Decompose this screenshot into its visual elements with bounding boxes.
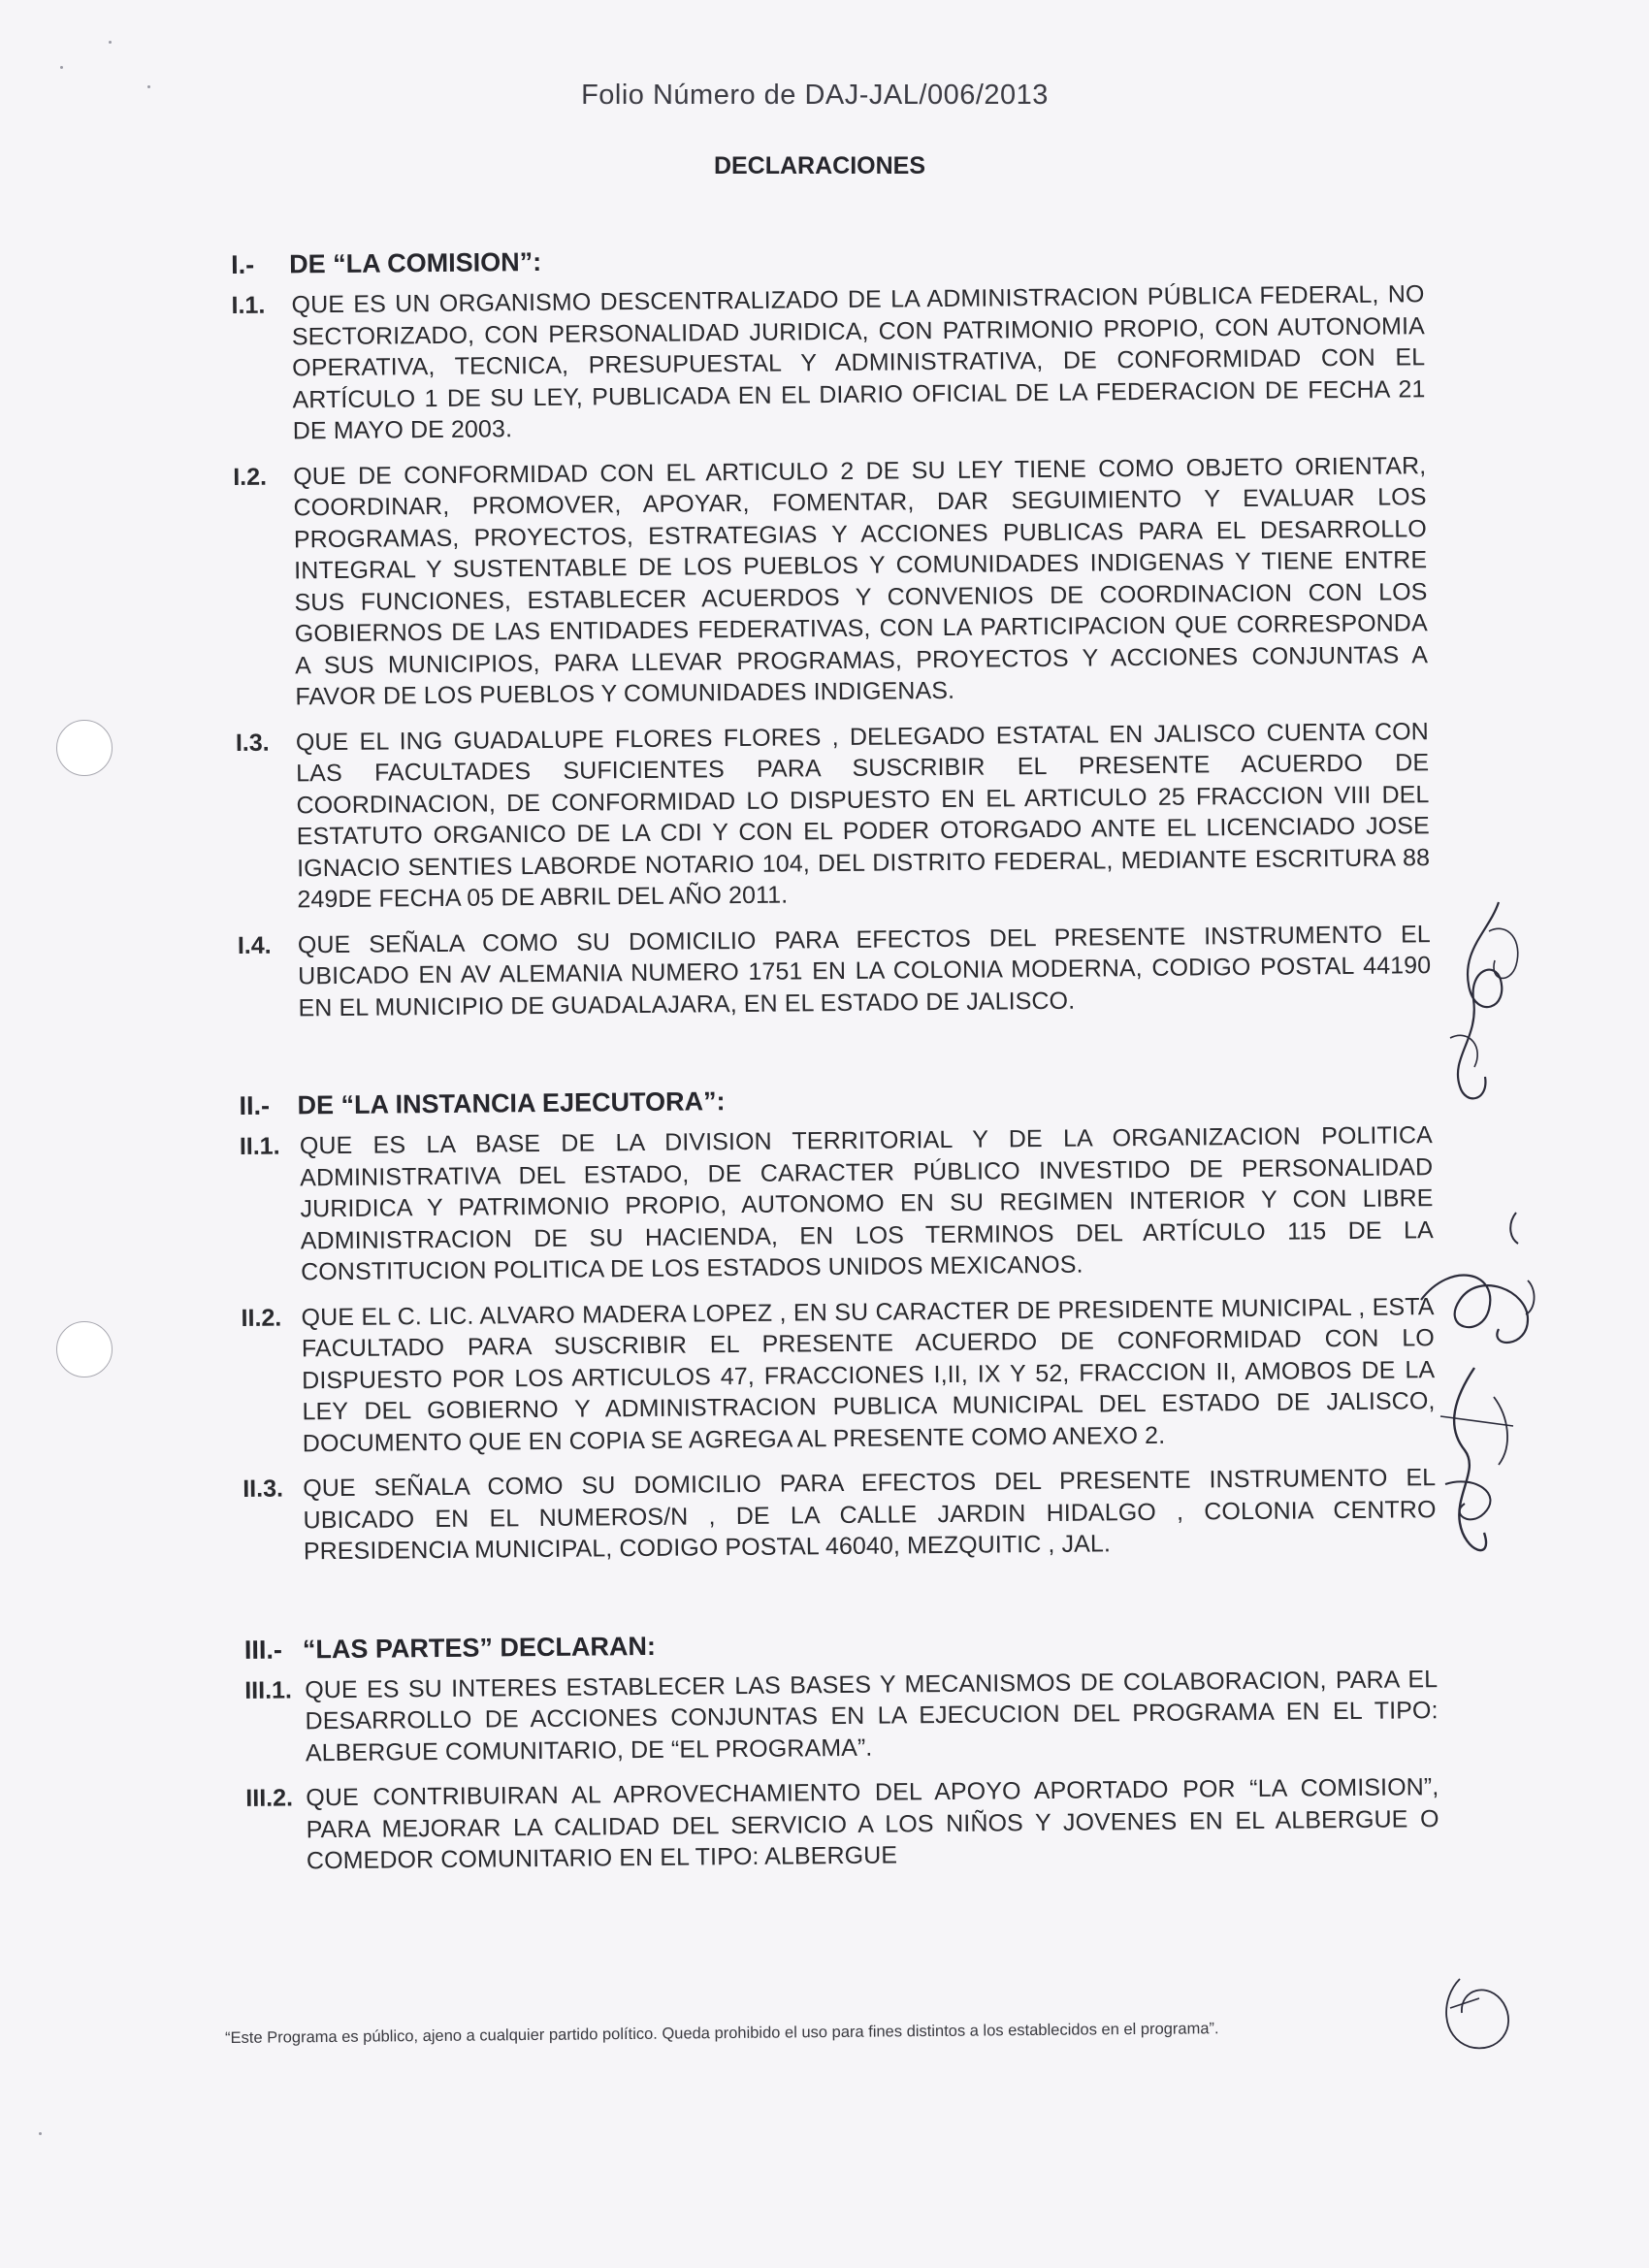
declaration-item: [231, 278, 1426, 447]
declaration-item: [244, 1664, 1439, 1769]
item-number: III.1.: [244, 1675, 293, 1704]
item-text: QUE ES UN ORGANISMO DESCENTRALIZADO DE LA ADMINISTRACION PÚBLICA FEDERAL, NO SECTORIZADO, CON PERSONALIDAD JURIDICA, CON PATRIMONIO PROPIO, CON AUTONOMIA OPERATIVA, TECNICA, PRESUPUESTAL Y ADMINISTRATIVA, DE CONFORMIDAD CON EL ARTÍCULO 1 DE SU LEY, PUBLICADA EN EL DIARIO OFICIAL DE LA FEDERACION DE FECHA 21 DE MAYO DE 2003.: [291, 280, 1426, 445]
item-number: I.3.: [235, 729, 270, 757]
section-la-comision: [231, 236, 1432, 1024]
item-number: II.1.: [239, 1132, 280, 1160]
scan-speck: [60, 66, 63, 69]
declaration-item: [245, 1771, 1439, 1877]
declarations-body: [231, 236, 1439, 1902]
item-text: QUE ES SU INTERES ESTABLECER LAS BASES Y MECANISMOS DE COLABORACION, PARA EL DESARROLLO DE ACCIONES CONJUNTAS EN LA EJECUCION DEL PROGRAMA EN EL TIPO: ALBERGUE COMUNITARIO, DE “EL PROGRAMA”.: [305, 1665, 1439, 1766]
item-text: QUE EL ING GUADALUPE FLORES FLORES , DELEGADO ESTATAL EN JALISCO CUENTA CON LAS FACULTADES SUFICIENTES PARA SUSCRIBIR EL PRESENTE ACUERDO DE COORDINACION, DE CONFORMIDAD LO DISPUESTO EN EL ARTICULO 25 FRACCION VIII DEL ESTATUTO ORGANICO DE LA CDI Y CON EL PODER OTORGADO ANTE EL LICENCIADO JOSE IGNACIO SENTIES LABORDE NOTARIO 104, DEL DISTRITO FEDERAL, MEDIANTE ESCRITURA 88 249DE FECHA 05 DE ABRIL DEL AÑO 2011.: [295, 717, 1431, 914]
signature-main: [1426, 1358, 1533, 1581]
punch-hole: [56, 720, 113, 776]
section-title: DE “LA COMISION”:: [289, 246, 542, 279]
item-text: QUE CONTRIBUIRAN AL APROVECHAMIENTO DEL APOYO APORTADO POR “LA COMISION”, PARA MEJORAR LA CALIDAD DEL SERVICIO A LOS NIÑOS Y JOVENES EN EL ALBERGUE O COMEDOR COMUNITARIO EN EL TIPO: ALBERGUE: [306, 1773, 1439, 1875]
item-text: QUE EL C. LIC. ALVARO MADERA LOPEZ , EN SU CARACTER DE PRESIDENTE MUNICIPAL , ESTA FACULTADO PARA SUSCRIBIR EL PRESENTE ACUERDO DE CONFORMIDAD CON LO DISPUESTO POR LOS ARTICULOS 47, FRACCIONES I,II, IX Y 52, FRACCION II, AMOBOS DE LA LEY DEL GOBIERNO Y ADMINISTRACION PUBLICA MUNICIPAL DEL ESTADO DE JALISCO, DOCUMENTO QUE EN COPIA SE AGREGA AL PRESENTE COMO ANEXO 2.: [301, 1292, 1436, 1457]
signature-initials-top: [1431, 892, 1537, 1145]
footer-disclaimer: “Este Programa es público, ajeno a cualquier partido político. Queda prohibido el uso para fines distintos a los establecidos en el programa”.: [225, 2020, 1219, 2047]
section-number: III.-: [243, 1635, 283, 1665]
section-instancia-ejecutora: [239, 1077, 1437, 1568]
scan-speck: [39, 2132, 42, 2135]
declaration-item: [242, 1462, 1437, 1568]
section-heading: [231, 236, 1424, 282]
item-number: I.1.: [231, 291, 266, 319]
section-title: “LAS PARTES” DECLARAN:: [302, 1631, 657, 1664]
declaration-item: [238, 919, 1432, 1024]
folio-number: Folio Número de DAJ-JAL/006/2013: [581, 80, 1049, 111]
item-text: QUE ES LA BASE DE LA DIVISION TERRITORIAL Y DE LA ORGANIZACION POLITICA ADMINISTRATIVA DEL ESTADO, DE CARACTER PÚBLICO INVESTIDO DE PERSONALIDAD JURIDICA Y PATRIMONIO PROPIO, AUTONOMO EN SU REGIMEN INTERIOR Y CON LIBRE ADMINISTRACION DE SU HACIENDA, EN LOS TERMINOS DEL ARTÍCULO 115 DE LA CONSTITUCION POLITICA DE LOS ESTADOS UNIDOS MEXICANOS.: [299, 1121, 1434, 1286]
punch-hole: [56, 1321, 113, 1377]
item-number: I.4.: [237, 931, 272, 959]
declaration-item: [233, 450, 1428, 714]
item-number: III.2.: [245, 1784, 294, 1812]
declaration-item: [236, 716, 1431, 917]
section-number: II.-: [239, 1090, 271, 1120]
scan-speck: [147, 85, 150, 88]
declaration-item: [241, 1291, 1436, 1460]
section-number: I.-: [231, 249, 255, 279]
item-text: QUE SEÑALA COMO SU DOMICILIO PARA EFECTOS DEL PRESENTE INSTRUMENTO EL UBICADO EN AV ALEMANIA NUMERO 1751 EN LA COLONIA MODERNA, CODIGO POSTAL 44190 EN EL MUNICIPIO DE GUADALAJARA, EN EL ESTADO DE JALISCO.: [297, 920, 1432, 1021]
scan-speck: [109, 41, 112, 44]
signature-initials-bottom: [1421, 1960, 1528, 2066]
declaration-item: [240, 1119, 1435, 1288]
item-number: II.2.: [241, 1304, 282, 1332]
item-number: I.2.: [233, 463, 268, 491]
item-text: QUE SEÑALA COMO SU DOMICILIO PARA EFECTOS DEL PRESENTE INSTRUMENTO EL UBICADO EN EL NUMEROS/N , DE LA CALLE JARDIN HIDALGO , COLONIA CENTRO PRESIDENCIA MUNICIPAL, CODIGO POSTAL 46040, MEZQUITIC , JAL.: [303, 1464, 1437, 1566]
section-las-partes: [244, 1621, 1439, 1878]
section-title: DE “LA INSTANCIA EJECUTORA”:: [297, 1086, 726, 1120]
item-number: II.3.: [242, 1474, 284, 1503]
page-title: DECLARACIONES: [713, 152, 926, 179]
item-text: QUE DE CONFORMIDAD CON EL ARTICULO 2 DE SU LEY TIENE COMO OBJETO ORIENTAR, COORDINAR, PROMOVER, APOYAR, FOMENTAR, DAR SEGUIMIENTO Y EVALUAR LOS PROGRAMAS, PROYECTOS, ESTRATEGIAS Y ACCIONES PUBLICAS PARA EL DESARROLLO INTEGRAL Y SUSTENTABLE DE LOS PUEBLOS Y COMUNIDADES INDIGENAS Y TIENE ENTRE SUS FUNCIONES, ESTABLECER ACUERDOS Y CONVENIOS DE COORDINACION CON LOS GOBIERNOS DE LAS ENTIDADES FEDERATIVAS, CON LA PARTICIPACION QUE CORRESPONDA A SUS MUNICIPIOS, PARA LLEVAR PROGRAMAS, PROYECTOS Y ACCIONES CONJUNTAS A FAVOR DE LOS PUEBLOS Y COMUNIDADES INDIGENAS.: [293, 451, 1429, 711]
